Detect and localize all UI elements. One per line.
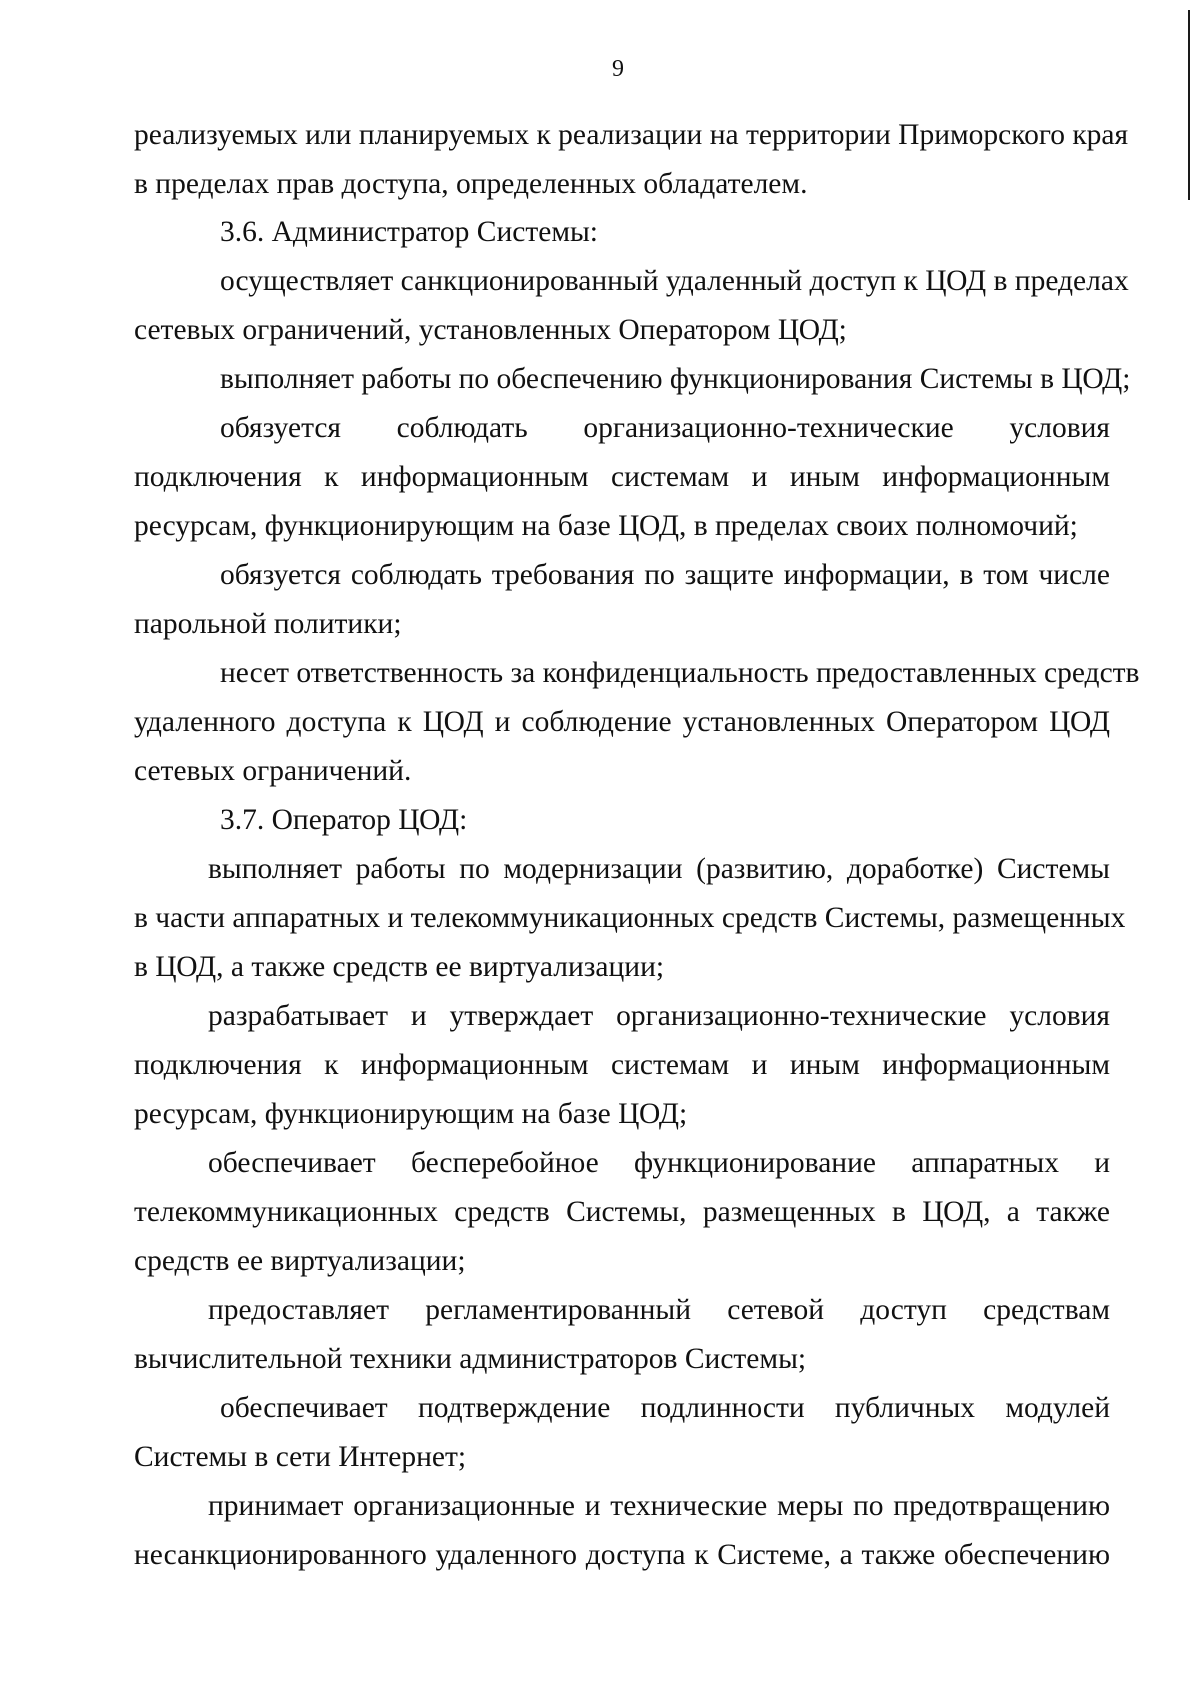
text-line: обеспечивает подтверждение подлинности публичных модулей [220,1392,1110,1424]
text-line: предоставляет регламентированный сетевой доступ средствам [208,1294,1110,1326]
text-line: осуществляет санкционированный удаленный доступ к ЦОД в пределах [220,265,1129,297]
text-line: подключения к информационным системам и иным информационным [134,1049,1110,1081]
text-line: выполняет работы по обеспечению функционирования Системы в ЦОД; [220,363,1131,395]
text-line: обеспечивает бесперебойное функционирование аппаратных и [208,1147,1110,1179]
text-line: ресурсам, функционирующим на базе ЦОД, в пределах своих полномочий; [134,510,1078,542]
text-line: реализуемых или планируемых к реализации на территории Приморского края [134,119,1129,151]
text-line: в пределах прав доступа, определенных обладателем. [134,168,808,200]
page-number: 9 [612,56,624,82]
text-line: несет ответственность за конфиденциальность предоставленных средств [220,657,1140,689]
text-line: удаленного доступа к ЦОД и соблюдение установленных Оператором ЦОД [134,706,1110,738]
text-line: обязуется соблюдать организационно-технические условия [220,412,1110,444]
text-line: обязуется соблюдать требования по защите информации, в том числе [220,559,1110,591]
text-line: разрабатывает и утверждает организационно-технические условия [208,1000,1110,1032]
text-line: выполняет работы по модернизации (развитию, доработке) Системы [208,853,1110,885]
text-line: сетевых ограничений, установленных Оператором ЦОД; [134,314,847,346]
text-line: несанкционированного удаленного доступа к Системе, а также обеспечению [134,1539,1110,1571]
text-line: вычислительной техники администраторов Системы; [134,1343,807,1375]
text-line: средств ее виртуализации; [134,1245,466,1277]
text-line: в части аппаратных и телекоммуникационных средств Системы, размещенных [134,902,1126,934]
scan-edge-line [1188,10,1190,200]
text-line: в ЦОД, а также средств ее виртуализации; [134,951,665,983]
text-line: 3.6. Администратор Системы: [220,216,598,248]
text-line: телекоммуникационных средств Системы, размещенных в ЦОД, а также [134,1196,1110,1228]
text-line: парольной политики; [134,608,402,640]
text-line: Системы в сети Интернет; [134,1441,467,1473]
text-line: подключения к информационным системам и иным информационным [134,461,1110,493]
text-line: 3.7. Оператор ЦОД: [220,804,468,836]
text-line: сетевых ограничений. [134,755,412,787]
text-line: принимает организационные и технические меры по предотвращению [208,1490,1110,1522]
text-line: ресурсам, функционирующим на базе ЦОД; [134,1098,688,1130]
